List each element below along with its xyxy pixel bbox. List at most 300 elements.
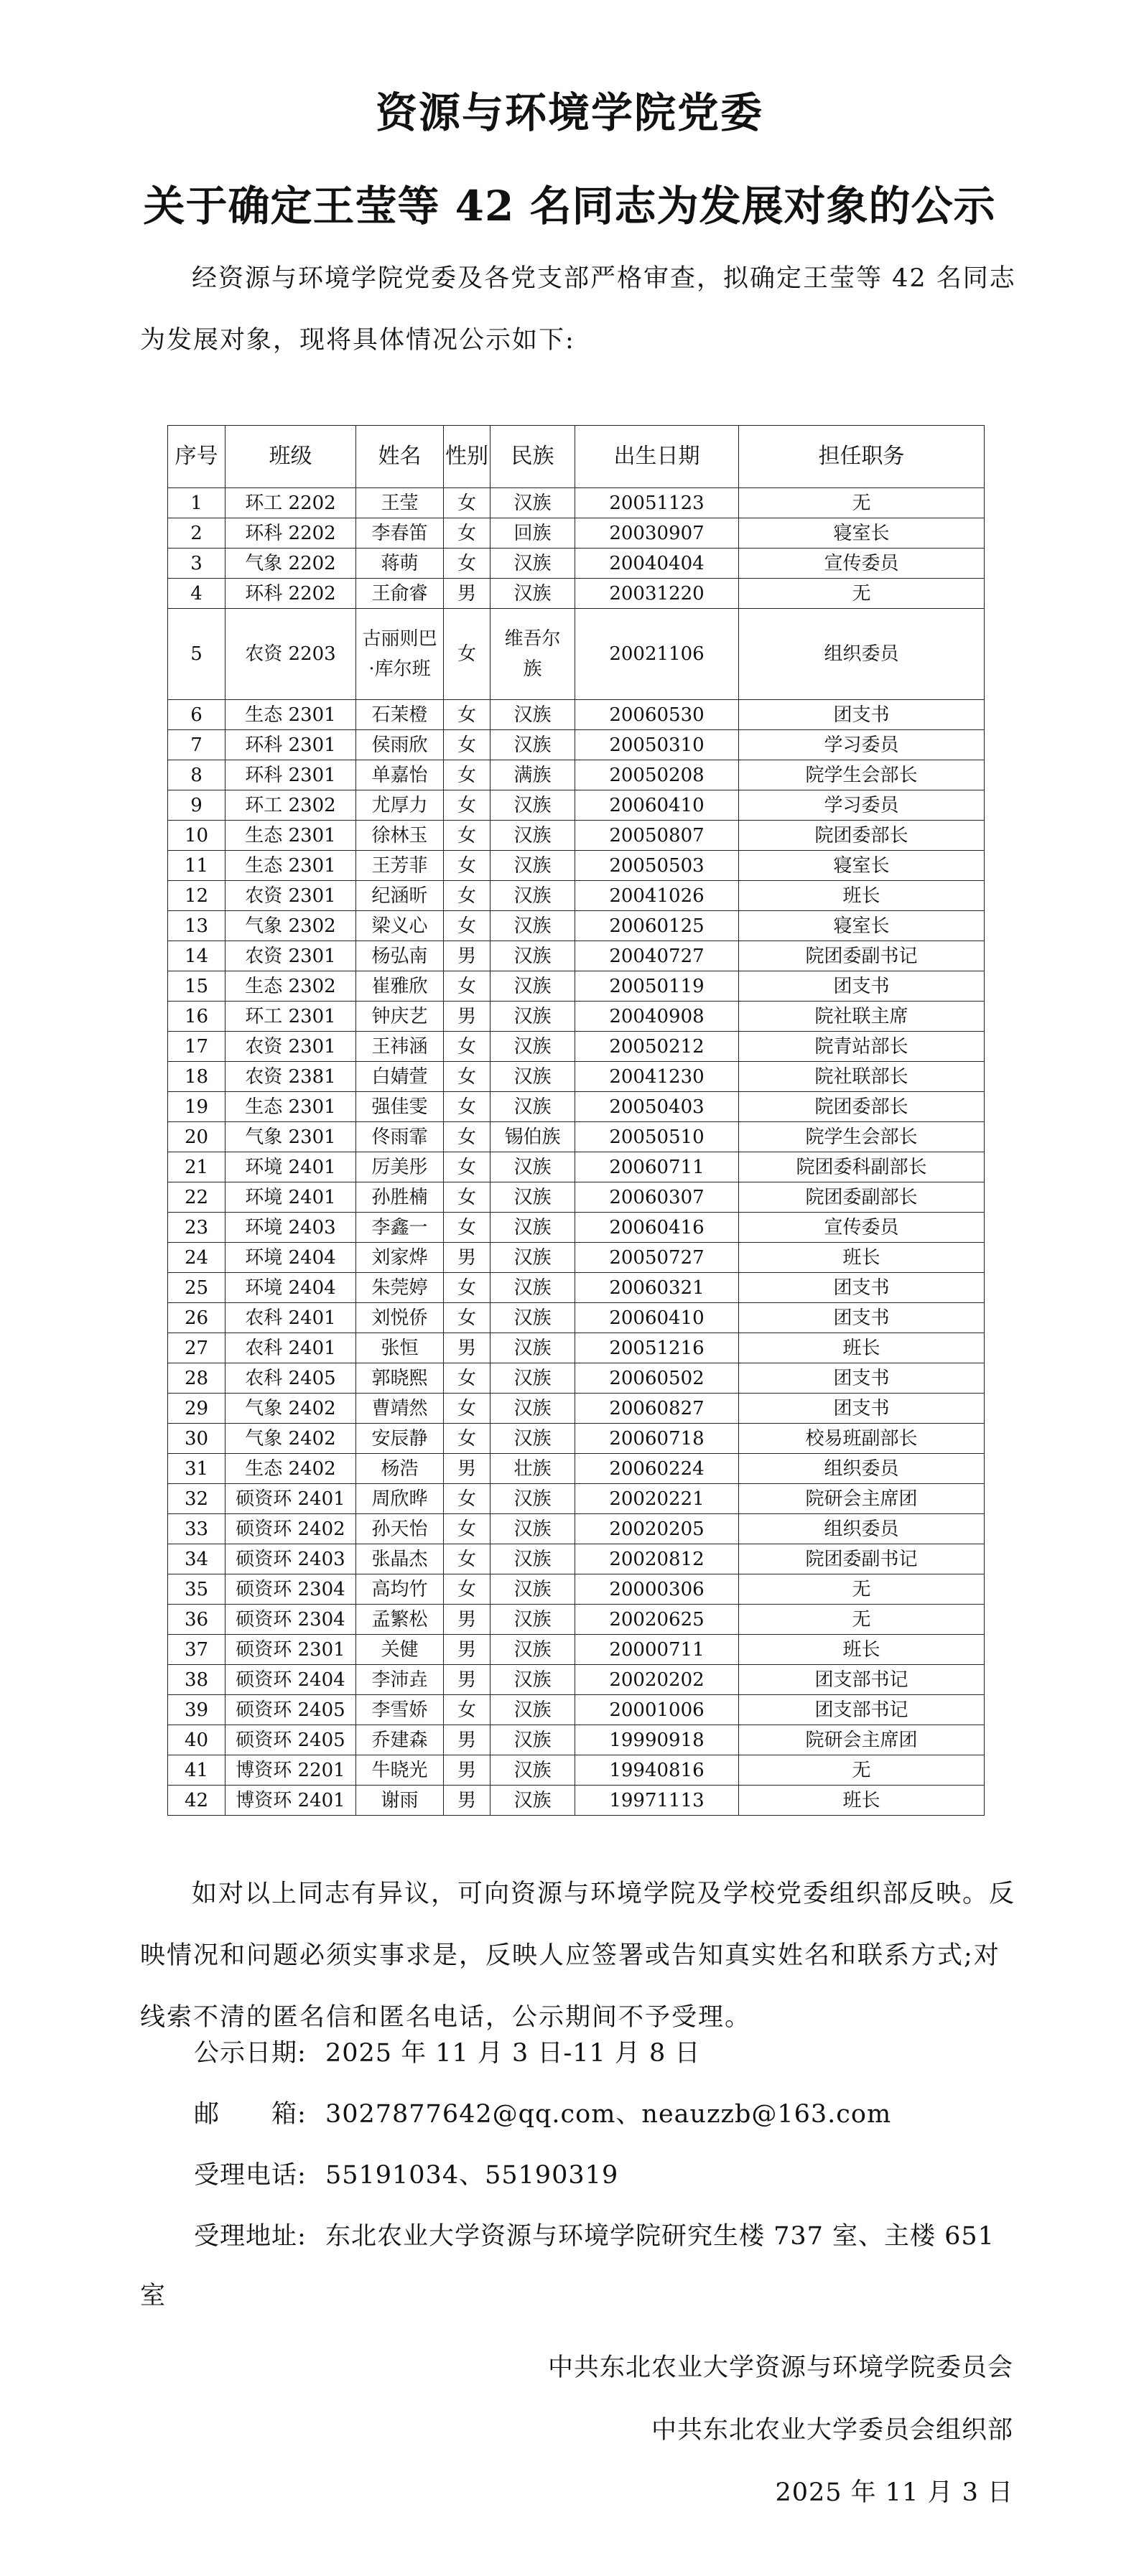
cell-position: 校易班副部长 xyxy=(739,1424,985,1454)
cell-gender: 女 xyxy=(444,1544,491,1574)
cell-index: 9 xyxy=(168,790,226,821)
intro-paragraph: 经资源与环境学院党委及各党支部严格审查，拟确定王莹等 42 名同志为发展对象，现将具体情况公示如下: xyxy=(140,264,1016,355)
cell-class: 环工 2301 xyxy=(226,1002,356,1032)
table-row xyxy=(168,1514,985,1544)
cell-birthdate: 20060416 xyxy=(575,1213,739,1243)
cell-ethnicity: 汉族 xyxy=(491,1213,575,1243)
cell-gender: 女 xyxy=(444,1273,491,1303)
period-line xyxy=(194,2033,700,2069)
cell-class: 生态 2301 xyxy=(226,1092,356,1122)
cell-index: 32 xyxy=(168,1484,226,1514)
cell-position: 院学生会部长 xyxy=(739,1122,985,1152)
cell-ethnicity: 汉族 xyxy=(491,941,575,971)
cell-position: 院社联主席 xyxy=(739,1002,985,1032)
table-row xyxy=(168,518,985,549)
cell-birthdate: 19971113 xyxy=(575,1786,739,1816)
cell-index: 42 xyxy=(168,1786,226,1816)
cell-index: 8 xyxy=(168,760,226,790)
address-label: 受理地址: xyxy=(194,2222,307,2251)
cell-gender: 女 xyxy=(444,1424,491,1454)
cell-ethnicity: 汉族 xyxy=(491,549,575,579)
phone-value: 55191034、55190319 xyxy=(325,2161,619,2190)
cell-position: 班长 xyxy=(739,1635,985,1665)
cell-birthdate: 20020221 xyxy=(575,1484,739,1514)
cell-name: 郭晓熙 xyxy=(356,1363,444,1394)
cell-name: 刘家烨 xyxy=(356,1243,444,1273)
cell-gender: 女 xyxy=(444,821,491,851)
cell-ethnicity: 汉族 xyxy=(491,911,575,941)
cell-ethnicity: 汉族 xyxy=(491,1062,575,1092)
cell-name: 崔雅欣 xyxy=(356,971,444,1002)
cell-birthdate: 20050727 xyxy=(575,1243,739,1273)
cell-position: 院团委副书记 xyxy=(739,941,985,971)
cell-birthdate: 20060827 xyxy=(575,1394,739,1424)
cell-gender: 男 xyxy=(444,1243,491,1273)
table-header-row xyxy=(168,426,985,488)
cell-index: 4 xyxy=(168,579,226,609)
period-value: 2025 年 11 月 3 日-11 月 8 日 xyxy=(325,2039,701,2068)
table-row xyxy=(168,1665,985,1695)
cell-index: 7 xyxy=(168,730,226,760)
closing-paragraph: 如对以上同志有异议，可向资源与环境学院及学校党委组织部反映。反映情况和问题必须实事求是，反映人应签署或告知真实姓名和联系方式;对线索不清的匿名信和匿名电话，公示期间不予受理。 xyxy=(140,1880,1016,2032)
cell-class: 生态 2402 xyxy=(226,1454,356,1484)
cell-name: 佟雨霏 xyxy=(356,1122,444,1152)
cell-gender: 男 xyxy=(444,1002,491,1032)
header-index: 序号 xyxy=(168,426,226,488)
cell-position: 无 xyxy=(739,1755,985,1786)
cell-ethnicity: 汉族 xyxy=(491,1002,575,1032)
cell-class: 博资环 2201 xyxy=(226,1755,356,1786)
table-row xyxy=(168,1424,985,1454)
cell-class: 硕资环 2304 xyxy=(226,1574,356,1605)
table-row xyxy=(168,730,985,760)
cell-name: 曹靖然 xyxy=(356,1394,444,1424)
cell-gender: 女 xyxy=(444,1484,491,1514)
cell-birthdate: 20020812 xyxy=(575,1544,739,1574)
cell-birthdate: 19990918 xyxy=(575,1725,739,1755)
cell-name: 强佳雯 xyxy=(356,1092,444,1122)
cell-index: 31 xyxy=(168,1454,226,1484)
table-row xyxy=(168,1695,985,1725)
cell-index: 18 xyxy=(168,1062,226,1092)
cell-position: 院学生会部长 xyxy=(739,760,985,790)
title-line-2: 关于确定王莹等 42 名同志为发展对象的公示 xyxy=(143,182,996,230)
table-row xyxy=(168,1002,985,1032)
cell-position: 寝室长 xyxy=(739,851,985,881)
cell-birthdate: 20050503 xyxy=(575,851,739,881)
cell-gender: 男 xyxy=(444,1635,491,1665)
cell-birthdate: 20030907 xyxy=(575,518,739,549)
cell-name: 石茉橙 xyxy=(356,700,444,730)
table-row xyxy=(168,1605,985,1635)
cell-class: 硕资环 2402 xyxy=(226,1514,356,1544)
cell-ethnicity: 汉族 xyxy=(491,1635,575,1665)
cell-index: 13 xyxy=(168,911,226,941)
cell-class: 农资 2301 xyxy=(226,881,356,911)
cell-gender: 女 xyxy=(444,549,491,579)
cell-index: 23 xyxy=(168,1213,226,1243)
cell-ethnicity: 汉族 xyxy=(491,1182,575,1213)
cell-ethnicity: 汉族 xyxy=(491,488,575,518)
header-birthdate: 出生日期 xyxy=(575,426,739,488)
cell-class: 环境 2401 xyxy=(226,1152,356,1182)
cell-birthdate: 20041230 xyxy=(575,1062,739,1092)
cell-position: 院青站部长 xyxy=(739,1032,985,1062)
table-row xyxy=(168,911,985,941)
cell-class: 农资 2301 xyxy=(226,1032,356,1062)
title-line-1: 资源与环境学院党委 xyxy=(375,88,763,137)
cell-name: 张恒 xyxy=(356,1333,444,1363)
cell-position: 院团委部长 xyxy=(739,821,985,851)
cell-ethnicity: 汉族 xyxy=(491,1333,575,1363)
cell-class: 环境 2403 xyxy=(226,1213,356,1243)
cell-ethnicity: 锡伯族 xyxy=(491,1122,575,1152)
table-body xyxy=(168,488,985,1816)
cell-gender: 女 xyxy=(444,1152,491,1182)
cell-birthdate: 20051216 xyxy=(575,1333,739,1363)
cell-class: 硕资环 2301 xyxy=(226,1635,356,1665)
header-gender: 性别 xyxy=(444,426,491,488)
cell-gender: 女 xyxy=(444,1062,491,1092)
cell-gender: 女 xyxy=(444,1122,491,1152)
cell-class: 环境 2401 xyxy=(226,1182,356,1213)
cell-birthdate: 20060718 xyxy=(575,1424,739,1454)
cell-ethnicity: 汉族 xyxy=(491,1394,575,1424)
table-row xyxy=(168,1635,985,1665)
cell-index: 29 xyxy=(168,1394,226,1424)
cell-class: 环科 2301 xyxy=(226,730,356,760)
table-row xyxy=(168,1755,985,1786)
cell-name: 孟繁松 xyxy=(356,1605,444,1635)
cell-gender: 女 xyxy=(444,1303,491,1333)
cell-position: 团支书 xyxy=(739,971,985,1002)
cell-gender: 男 xyxy=(444,1665,491,1695)
cell-position: 寝室长 xyxy=(739,518,985,549)
cell-name: 侯雨欣 xyxy=(356,730,444,760)
email-line xyxy=(194,2094,891,2130)
cell-name: 张晶杰 xyxy=(356,1544,444,1574)
header-name: 姓名 xyxy=(356,426,444,488)
cell-index: 19 xyxy=(168,1092,226,1122)
cell-name: 李沛垚 xyxy=(356,1665,444,1695)
cell-index: 39 xyxy=(168,1695,226,1725)
cell-gender: 女 xyxy=(444,1363,491,1394)
cell-index: 41 xyxy=(168,1755,226,1786)
table-row xyxy=(168,1062,985,1092)
table-row xyxy=(168,549,985,579)
email-value[interactable]: 3027877642@qq.com、neauzzb@163.com xyxy=(325,2100,892,2129)
cell-name: 牛晓光 xyxy=(356,1755,444,1786)
cell-birthdate: 20050510 xyxy=(575,1122,739,1152)
cell-index: 36 xyxy=(168,1605,226,1635)
cell-gender: 女 xyxy=(444,1092,491,1122)
cell-birthdate: 20050208 xyxy=(575,760,739,790)
phone-label: 受理电话: xyxy=(194,2161,307,2190)
cell-name: 李雪娇 xyxy=(356,1695,444,1725)
cell-birthdate: 20020202 xyxy=(575,1665,739,1695)
signature-date: 2025 年 11 月 3 日 xyxy=(775,2478,1013,2507)
cell-birthdate: 20050403 xyxy=(575,1092,739,1122)
cell-gender: 女 xyxy=(444,518,491,549)
cell-gender: 女 xyxy=(444,1182,491,1213)
cell-index: 22 xyxy=(168,1182,226,1213)
cell-birthdate: 20050310 xyxy=(575,730,739,760)
cell-class: 气象 2302 xyxy=(226,911,356,941)
cell-position: 院研会主席团 xyxy=(739,1725,985,1755)
cell-index: 35 xyxy=(168,1574,226,1605)
cell-position: 班长 xyxy=(739,1333,985,1363)
cell-position: 组织委员 xyxy=(739,609,985,700)
cell-position: 院社联部长 xyxy=(739,1062,985,1092)
cell-ethnicity: 汉族 xyxy=(491,1243,575,1273)
cell-gender: 女 xyxy=(444,911,491,941)
cell-class: 农科 2405 xyxy=(226,1363,356,1394)
cell-class: 气象 2402 xyxy=(226,1394,356,1424)
cell-name: 杨弘南 xyxy=(356,941,444,971)
cell-position: 院团委副部长 xyxy=(739,1182,985,1213)
table-row xyxy=(168,760,985,790)
cell-gender: 女 xyxy=(444,1574,491,1605)
cell-ethnicity: 汉族 xyxy=(491,851,575,881)
table-row xyxy=(168,700,985,730)
cell-class: 硕资环 2404 xyxy=(226,1665,356,1695)
header-ethnicity: 民族 xyxy=(491,426,575,488)
table-row xyxy=(168,821,985,851)
cell-ethnicity: 汉族 xyxy=(491,1092,575,1122)
cell-birthdate: 20060530 xyxy=(575,700,739,730)
cell-index: 25 xyxy=(168,1273,226,1303)
cell-birthdate: 20001006 xyxy=(575,1695,739,1725)
cell-position: 团支书 xyxy=(739,700,985,730)
cell-class: 硕资环 2403 xyxy=(226,1544,356,1574)
cell-birthdate: 20060410 xyxy=(575,1303,739,1333)
cell-name: 王俞睿 xyxy=(356,579,444,609)
cell-ethnicity: 汉族 xyxy=(491,1303,575,1333)
table-row xyxy=(168,790,985,821)
cell-position: 院研会主席团 xyxy=(739,1484,985,1514)
cell-ethnicity: 汉族 xyxy=(491,1665,575,1695)
cell-gender: 女 xyxy=(444,790,491,821)
table-row xyxy=(168,1484,985,1514)
table-row xyxy=(168,1122,985,1152)
table-row xyxy=(168,1092,985,1122)
cell-class: 生态 2301 xyxy=(226,851,356,881)
cell-gender: 女 xyxy=(444,1695,491,1725)
cell-gender: 女 xyxy=(444,700,491,730)
cell-class: 农科 2401 xyxy=(226,1303,356,1333)
cell-ethnicity: 汉族 xyxy=(491,1032,575,1062)
cell-ethnicity: 汉族 xyxy=(491,1273,575,1303)
table-row xyxy=(168,1786,985,1816)
cell-class: 环工 2302 xyxy=(226,790,356,821)
cell-position: 团支书 xyxy=(739,1303,985,1333)
cell-gender: 男 xyxy=(444,579,491,609)
cell-class: 硕资环 2405 xyxy=(226,1695,356,1725)
table-row xyxy=(168,1574,985,1605)
cell-ethnicity: 满族 xyxy=(491,760,575,790)
cell-birthdate: 20021106 xyxy=(575,609,739,700)
cell-birthdate: 20040727 xyxy=(575,941,739,971)
cell-birthdate: 20000711 xyxy=(575,1635,739,1665)
cell-name: 谢雨 xyxy=(356,1786,444,1816)
cell-name: 白婧萱 xyxy=(356,1062,444,1092)
cell-position: 团支书 xyxy=(739,1394,985,1424)
cell-name: 孙胜楠 xyxy=(356,1182,444,1213)
cell-gender: 男 xyxy=(444,1755,491,1786)
cell-position: 无 xyxy=(739,1574,985,1605)
cell-gender: 女 xyxy=(444,760,491,790)
cell-position: 班长 xyxy=(739,1786,985,1816)
cell-class: 生态 2301 xyxy=(226,821,356,851)
table-row xyxy=(168,1273,985,1303)
cell-name: 李鑫一 xyxy=(356,1213,444,1243)
cell-name: 徐林玉 xyxy=(356,821,444,851)
cell-name: 王莹 xyxy=(356,488,444,518)
cell-ethnicity: 壮族 xyxy=(491,1454,575,1484)
cell-birthdate: 20060410 xyxy=(575,790,739,821)
cell-index: 5 xyxy=(168,609,226,700)
table-row xyxy=(168,1454,985,1484)
cell-gender: 女 xyxy=(444,1032,491,1062)
cell-ethnicity: 汉族 xyxy=(491,1755,575,1786)
cell-name: 尤厚力 xyxy=(356,790,444,821)
cell-class: 农资 2301 xyxy=(226,941,356,971)
cell-position: 宣传委员 xyxy=(739,549,985,579)
address-tail: 室 xyxy=(140,2282,166,2310)
cell-position: 院团委副书记 xyxy=(739,1544,985,1574)
cell-index: 30 xyxy=(168,1424,226,1454)
cell-gender: 女 xyxy=(444,730,491,760)
cell-name: 梁义心 xyxy=(356,911,444,941)
cell-ethnicity: 汉族 xyxy=(491,821,575,851)
header-class: 班级 xyxy=(226,426,356,488)
cell-class: 环科 2301 xyxy=(226,760,356,790)
table-row xyxy=(168,1243,985,1273)
cell-ethnicity: 汉族 xyxy=(491,1605,575,1635)
cell-name: 王祎涵 xyxy=(356,1032,444,1062)
email-label: 邮 箱: xyxy=(194,2100,307,2129)
period-label: 公示日期: xyxy=(194,2039,307,2068)
cell-gender: 男 xyxy=(444,1454,491,1484)
cell-birthdate: 20050807 xyxy=(575,821,739,851)
cell-gender: 女 xyxy=(444,851,491,881)
cell-ethnicity: 汉族 xyxy=(491,790,575,821)
cell-index: 27 xyxy=(168,1333,226,1363)
table-row xyxy=(168,1333,985,1363)
cell-birthdate: 20020625 xyxy=(575,1605,739,1635)
cell-index: 1 xyxy=(168,488,226,518)
cell-class: 生态 2301 xyxy=(226,700,356,730)
candidate-table xyxy=(167,425,985,1816)
cell-gender: 男 xyxy=(444,1605,491,1635)
cell-gender: 男 xyxy=(444,941,491,971)
address-value: 东北农业大学资源与环境学院研究生楼 737 室、主楼 651 xyxy=(325,2222,995,2251)
cell-index: 3 xyxy=(168,549,226,579)
signature-org-2: 中共东北农业大学委员会组织部 xyxy=(651,2416,1013,2445)
cell-name: 李春笛 xyxy=(356,518,444,549)
cell-position: 无 xyxy=(739,579,985,609)
cell-index: 37 xyxy=(168,1635,226,1665)
cell-class: 农资 2203 xyxy=(226,609,356,700)
cell-index: 6 xyxy=(168,700,226,730)
cell-index: 14 xyxy=(168,941,226,971)
cell-birthdate: 20050119 xyxy=(575,971,739,1002)
cell-position: 团支书 xyxy=(739,1273,985,1303)
cell-ethnicity: 汉族 xyxy=(491,700,575,730)
cell-name: 单嘉怡 xyxy=(356,760,444,790)
cell-gender: 女 xyxy=(444,971,491,1002)
cell-class: 气象 2202 xyxy=(226,549,356,579)
cell-class: 气象 2402 xyxy=(226,1424,356,1454)
address-line xyxy=(194,2216,995,2252)
cell-name: 孙天怡 xyxy=(356,1514,444,1544)
cell-position: 无 xyxy=(739,488,985,518)
cell-index: 11 xyxy=(168,851,226,881)
phone-line xyxy=(194,2155,618,2191)
table-row xyxy=(168,1544,985,1574)
cell-class: 农科 2401 xyxy=(226,1333,356,1363)
table-row xyxy=(168,881,985,911)
cell-gender: 女 xyxy=(444,609,491,700)
cell-index: 21 xyxy=(168,1152,226,1182)
cell-gender: 女 xyxy=(444,1514,491,1544)
cell-birthdate: 19940816 xyxy=(575,1755,739,1786)
cell-index: 38 xyxy=(168,1665,226,1695)
cell-name: 刘悦侨 xyxy=(356,1303,444,1333)
cell-ethnicity: 汉族 xyxy=(491,971,575,1002)
cell-name: 王芳菲 xyxy=(356,851,444,881)
cell-ethnicity: 回族 xyxy=(491,518,575,549)
cell-birthdate: 20020205 xyxy=(575,1514,739,1544)
cell-ethnicity: 汉族 xyxy=(491,881,575,911)
cell-position: 班长 xyxy=(739,1243,985,1273)
cell-name: 关健 xyxy=(356,1635,444,1665)
table-row xyxy=(168,851,985,881)
cell-position: 学习委员 xyxy=(739,790,985,821)
cell-class: 环工 2202 xyxy=(226,488,356,518)
table-row xyxy=(168,1725,985,1755)
cell-position: 团支书 xyxy=(739,1363,985,1394)
cell-name: 杨浩 xyxy=(356,1454,444,1484)
cell-class: 硕资环 2304 xyxy=(226,1605,356,1635)
cell-ethnicity: 汉族 xyxy=(491,1152,575,1182)
cell-gender: 男 xyxy=(444,1333,491,1363)
table-row xyxy=(168,941,985,971)
cell-class: 硕资环 2405 xyxy=(226,1725,356,1755)
cell-index: 40 xyxy=(168,1725,226,1755)
cell-class: 环境 2404 xyxy=(226,1273,356,1303)
cell-ethnicity: 汉族 xyxy=(491,1544,575,1574)
cell-birthdate: 20060711 xyxy=(575,1152,739,1182)
cell-index: 28 xyxy=(168,1363,226,1394)
cell-class: 硕资环 2401 xyxy=(226,1484,356,1514)
cell-birthdate: 20050212 xyxy=(575,1032,739,1062)
cell-name: 朱莞婷 xyxy=(356,1273,444,1303)
cell-class: 博资环 2401 xyxy=(226,1786,356,1816)
cell-class: 环科 2202 xyxy=(226,579,356,609)
cell-class: 气象 2301 xyxy=(226,1122,356,1152)
cell-birthdate: 20060307 xyxy=(575,1182,739,1213)
cell-class: 环境 2404 xyxy=(226,1243,356,1273)
cell-ethnicity: 汉族 xyxy=(491,1424,575,1454)
cell-name: 高均竹 xyxy=(356,1574,444,1605)
cell-gender: 女 xyxy=(444,1394,491,1424)
cell-birthdate: 20060321 xyxy=(575,1273,739,1303)
header-position: 担任职务 xyxy=(739,426,985,488)
table-row xyxy=(168,488,985,518)
cell-birthdate: 20060125 xyxy=(575,911,739,941)
cell-class: 环科 2202 xyxy=(226,518,356,549)
